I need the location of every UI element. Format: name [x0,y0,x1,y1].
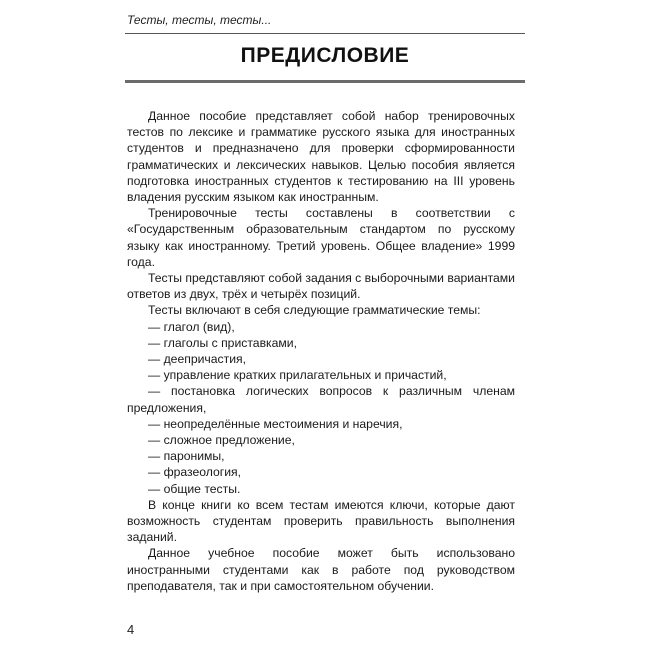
list-item: — глагол (вид), [148,319,235,334]
title-rule [125,80,525,83]
list-item: — деепричастия, [148,352,247,367]
list-item: — паронимы, [148,449,225,464]
running-head: Тесты, тесты, тесты... [127,13,272,27]
list-item: — неопределённые местоимения и наречия, [148,416,403,431]
page-number: 4 [127,622,135,637]
list-item: — общие тесты. [148,481,241,496]
paragraph: Тесты представляют собой задания с выборочными вариантами ответов из двух, трёх и четырёх позиций. [127,271,515,302]
list-item: — фразеология, [148,465,242,480]
paragraph: В конце книги ко всем тестам имеются ключи, которые дают возможность студентам проверить правильность выполнения заданий. [127,497,515,545]
paragraph: Данное учебное пособие может быть использовано иностранными студентами как в работе под руководством преподавателя, так и при самостоятельном обучении. [127,546,515,593]
paragraph: Тренировочные тесты составлены в соответствии с «Государственным образовательным стандартом по русскому языку как иностранному. Третий уровень. Общее владение» 1999 года. [127,206,515,269]
paragraph: Тесты включают в себя следующие грамматические темы: [148,303,481,318]
list-item: — управление кратких прилагательных и причастий, [148,368,447,383]
list-item: — глаголы с приставками, [148,335,297,350]
list-item: — сложное предложение, [148,433,295,448]
body-text [127,108,515,594]
page-title: ПРЕДИСЛОВИЕ [240,44,410,67]
list-item: — постановка логических вопросов к различным членам предложения, [127,384,515,415]
header-rule [125,33,525,34]
paragraph: Данное пособие представляет собой набор тренировочных тестов по лексике и грамматике русского языка для иностранных студентов и предназначено для проверки сформированности грамматических и лексических навыков. Целью пособия является подготовка иностранных студентов к тестированию на III уровень владения русским языком как иностранным. [127,109,515,205]
